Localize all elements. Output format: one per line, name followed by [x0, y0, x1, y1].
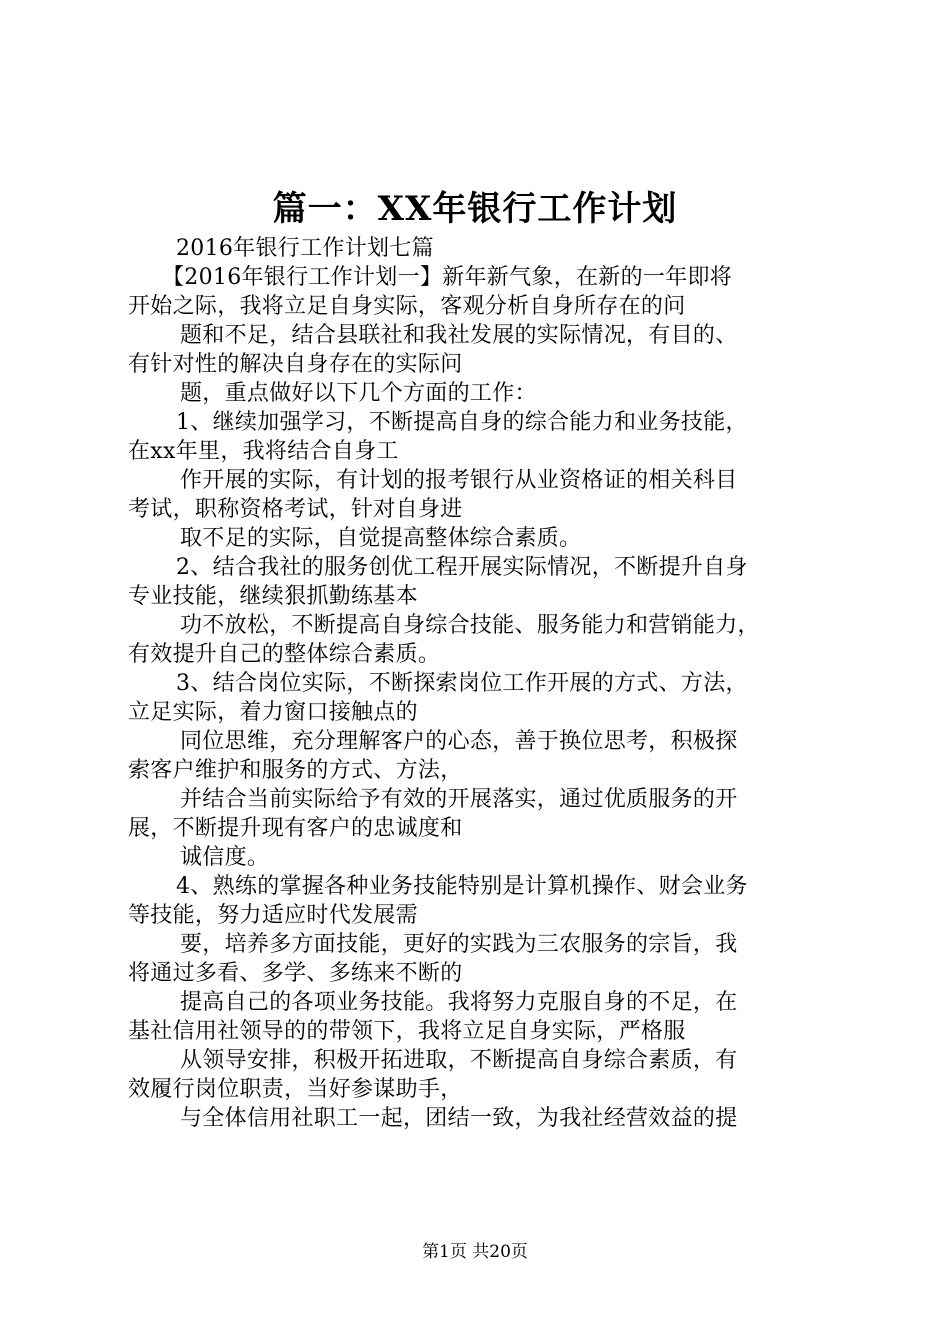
body-line: 将通过多看、多学、多练来不断的 [128, 961, 463, 986]
body-line: 2、结合我社的服务创优工程开展实际情况，不断提升自身 [176, 555, 748, 580]
body-line: 索客户维护和服务的方式、方法， [128, 758, 463, 783]
body-line: 有效提升自己的整体综合素质。 [128, 642, 441, 667]
body-line: 同位思维，充分理解客户的心态，善于换位思考，积极探 [180, 729, 738, 754]
body-line: 等技能，努力适应时代发展需 [128, 903, 418, 928]
document-body [128, 234, 840, 1133]
body-line: 提高自己的各项业务技能。我将努力克服自身的不足，在 [180, 990, 738, 1015]
page-number-footer: 第1页 共20页 [422, 1242, 528, 1262]
body-line: 题，重点做好以下几个方面的工作： [180, 381, 537, 406]
body-line: 3、结合岗位实际，不断探索岗位工作开展的方式、方法， [176, 671, 748, 696]
body-line: 功不放松，不断提高自身综合技能、服务能力和营销能力， [180, 613, 760, 638]
body-line: 开始之际，我将立足自身实际，客观分析自身所存在的问 [128, 294, 686, 319]
body-line: 效履行岗位职责，当好参谋助手， [128, 1077, 463, 1102]
body-line: 1、继续加强学习，不断提高自身的综合能力和业务技能， [176, 410, 748, 435]
body-line: 在xx年里，我将结合自身工 [128, 439, 399, 464]
body-line: 展，不断提升现有客户的忠诚度和 [128, 816, 463, 841]
document-title: 篇一：XX年银行工作计划 [272, 189, 678, 229]
body-line: 立足实际，着力窗口接触点的 [128, 700, 418, 725]
body-line: 要，培养多方面技能，更好的实践为三农服务的宗旨，我 [180, 932, 738, 957]
body-line: 专业技能，继续狠抓勤练基本 [128, 584, 418, 609]
body-line: 2016年银行工作计划七篇 [176, 236, 434, 261]
body-line: 4、熟练的掌握各种业务技能特别是计算机操作、财会业务 [176, 874, 748, 899]
body-line: 作开展的实际，有计划的报考银行从业资格证的相关科目 [180, 468, 738, 493]
body-line: 诚信度。 [180, 845, 270, 870]
body-line: 【2016年银行工作计划一】新年新气象，在新的一年即将 [162, 265, 733, 290]
body-line: 从领导安排，积极开拓进取，不断提高自身综合素质，有 [180, 1048, 738, 1073]
body-line: 基社信用社领导的的带领下，我将立足自身实际，严格服 [128, 1019, 686, 1044]
body-line: 考试，职称资格考试，针对自身进 [128, 497, 463, 522]
body-line: 并结合当前实际给予有效的开展落实，通过优质服务的开 [180, 787, 738, 812]
body-line: 有针对性的解决自身存在的实际问 [128, 352, 463, 377]
body-line: 取不足的实际，自觉提高整体综合素质。 [180, 526, 582, 551]
body-line: 题和不足，结合县联社和我社发展的实际情况，有目的、 [180, 323, 738, 348]
body-line: 与全体信用社职工一起，团结一致，为我社经营效益的提 [180, 1106, 738, 1131]
